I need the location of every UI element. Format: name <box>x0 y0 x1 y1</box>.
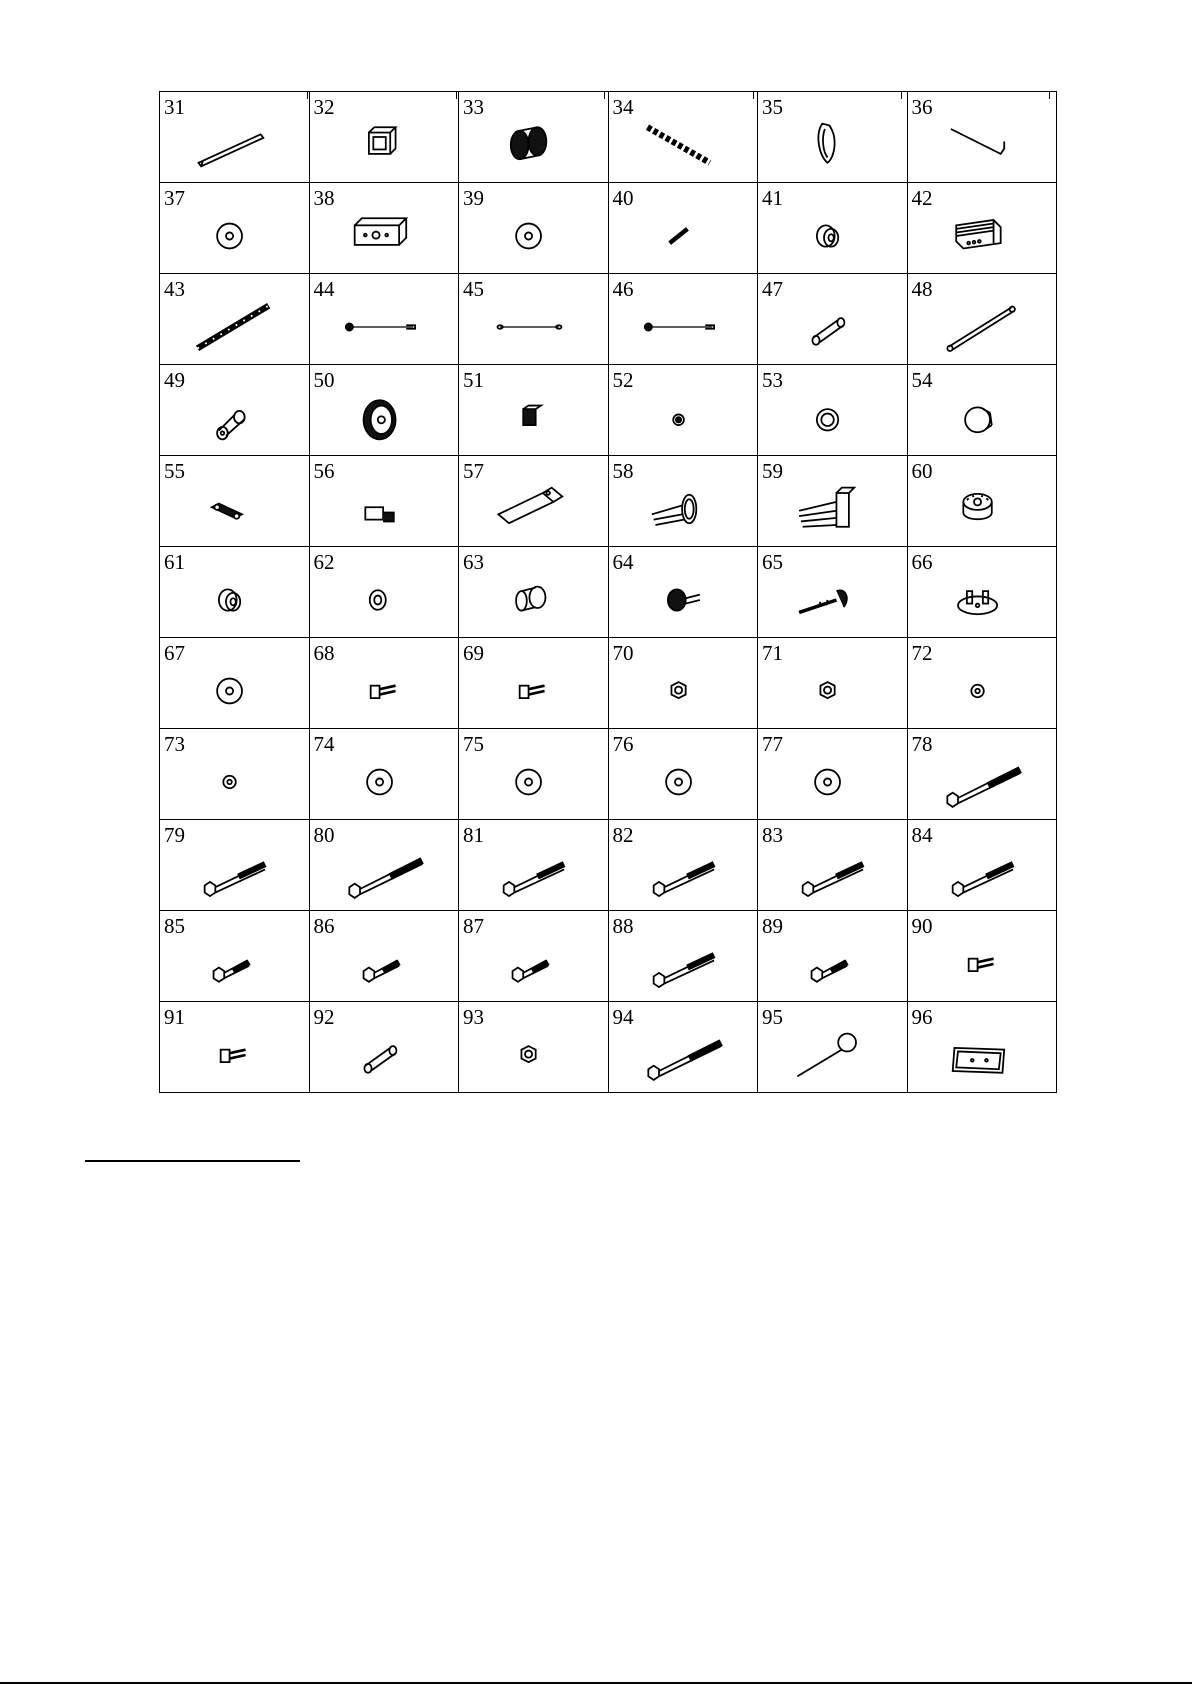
part-cell <box>160 274 310 365</box>
part-cell <box>309 183 459 274</box>
part-cell <box>459 365 609 456</box>
part-number: 59 <box>762 459 783 483</box>
part-cell <box>907 365 1057 456</box>
pin-icon <box>643 205 723 267</box>
long-bolt-icon <box>344 842 424 904</box>
part-number: 68 <box>313 641 335 665</box>
part-number: 36 <box>911 95 933 119</box>
part-number: 34 <box>612 95 634 119</box>
part-cell <box>160 365 310 456</box>
part-cell <box>758 365 908 456</box>
part-cell <box>758 911 908 1002</box>
part-cell <box>459 820 609 911</box>
washer-icon <box>344 751 424 813</box>
part-cell <box>309 365 459 456</box>
foot-cap-icon <box>942 478 1022 540</box>
part-number: 77 <box>762 732 783 756</box>
chain-icon <box>643 114 723 176</box>
part-number: 78 <box>911 732 933 756</box>
part-number: 55 <box>164 459 185 483</box>
part-cell <box>160 911 310 1002</box>
parts-row <box>160 274 1057 365</box>
part-number: 47 <box>762 277 783 301</box>
part-cell <box>907 911 1057 1002</box>
bushing-icon <box>344 569 424 631</box>
part-number: 50 <box>313 368 335 392</box>
part-number: 69 <box>463 641 484 665</box>
clip-icon <box>493 387 573 449</box>
washer-icon <box>493 751 573 813</box>
part-number: 46 <box>612 277 634 301</box>
parts-row <box>160 547 1057 638</box>
part-cell <box>907 183 1057 274</box>
part-number: 83 <box>762 823 783 847</box>
part-number: 58 <box>612 459 634 483</box>
washer-icon <box>194 205 274 267</box>
part-number: 42 <box>911 186 933 210</box>
part-cell <box>160 456 310 547</box>
part-number: 75 <box>463 732 484 756</box>
part-number: 70 <box>612 641 634 665</box>
hex-key-icon <box>942 114 1022 176</box>
part-cell <box>608 820 758 911</box>
part-cell <box>758 638 908 729</box>
cable-icon <box>493 296 573 358</box>
end-cap-icon <box>942 387 1022 449</box>
part-cell <box>459 183 609 274</box>
part-cell <box>758 820 908 911</box>
washer-icon <box>194 660 274 722</box>
small-nut-icon <box>643 387 723 449</box>
part-number: 40 <box>612 186 634 210</box>
part-cell <box>907 729 1057 820</box>
short-screw-icon <box>493 660 573 722</box>
part-cell <box>758 547 908 638</box>
part-cell <box>907 547 1057 638</box>
part-number: 90 <box>911 914 933 938</box>
short-bolt-icon <box>493 933 573 995</box>
part-number: 96 <box>911 1005 933 1029</box>
short-screw-icon <box>942 933 1022 995</box>
pulley-icon <box>344 387 424 449</box>
part-cell <box>459 1002 609 1093</box>
part-cell <box>608 183 758 274</box>
long-bolt-icon <box>643 1024 723 1086</box>
part-number: 89 <box>762 914 783 938</box>
part-number: 60 <box>911 459 933 483</box>
short-bolt-icon <box>344 933 424 995</box>
part-number: 87 <box>463 914 484 938</box>
part-number: 52 <box>612 368 634 392</box>
cable-with-stop-icon <box>344 296 424 358</box>
part-number: 35 <box>762 95 783 119</box>
part-number: 66 <box>911 550 933 574</box>
washer-icon <box>643 751 723 813</box>
part-cell <box>907 456 1057 547</box>
block-icon <box>344 205 424 267</box>
carabiner-icon <box>792 114 872 176</box>
long-bolt-icon <box>942 751 1022 813</box>
part-number: 61 <box>164 550 185 574</box>
part-number: 85 <box>164 914 185 938</box>
part-cell <box>907 820 1057 911</box>
part-number: 88 <box>612 914 634 938</box>
bolt-icon <box>493 842 573 904</box>
flange-bushing-icon <box>792 205 872 267</box>
part-number: 45 <box>463 277 484 301</box>
part-cell <box>309 274 459 365</box>
part-cell <box>758 92 908 183</box>
pull-pin-icon <box>792 569 872 631</box>
part-number: 38 <box>313 186 335 210</box>
part-number: 76 <box>612 732 634 756</box>
part-number: 41 <box>762 186 783 210</box>
plate-with-studs-icon <box>942 569 1022 631</box>
square-insert-icon <box>792 478 872 540</box>
knob-bolt-icon <box>643 569 723 631</box>
part-cell <box>758 729 908 820</box>
flange-bushing-icon <box>194 569 274 631</box>
spacer-tube-icon <box>194 387 274 449</box>
part-cell <box>758 183 908 274</box>
sleeve-bushing-icon <box>493 569 573 631</box>
part-cell <box>309 911 459 1002</box>
lock-nut-icon <box>643 660 723 722</box>
part-number: 33 <box>463 95 484 119</box>
part-number: 81 <box>463 823 484 847</box>
part-cell <box>459 638 609 729</box>
small-washer-icon <box>942 660 1022 722</box>
link-plate-icon <box>194 478 274 540</box>
part-cell <box>907 274 1057 365</box>
part-number: 53 <box>762 368 783 392</box>
part-cell <box>160 820 310 911</box>
part-number: 39 <box>463 186 484 210</box>
bolt-icon <box>643 933 723 995</box>
parts-row <box>160 456 1057 547</box>
bolt-icon <box>942 842 1022 904</box>
part-number: 51 <box>463 368 484 392</box>
short-bolt-icon <box>792 933 872 995</box>
part-cell <box>608 1002 758 1093</box>
ring-icon <box>792 387 872 449</box>
parts-row <box>160 820 1057 911</box>
part-cell <box>459 92 609 183</box>
part-number: 95 <box>762 1005 783 1029</box>
short-screw-icon <box>344 660 424 722</box>
parts-row <box>160 365 1057 456</box>
part-number: 48 <box>911 277 933 301</box>
rubber-pad-icon <box>942 1024 1022 1086</box>
parts-row <box>160 92 1057 183</box>
part-number: 94 <box>612 1005 634 1029</box>
parts-row <box>160 638 1057 729</box>
handle-sleeve-icon <box>493 478 573 540</box>
part-cell <box>758 274 908 365</box>
page-bottom-rule <box>0 1682 1192 1684</box>
part-cell <box>608 92 758 183</box>
part-cell <box>309 456 459 547</box>
part-number: 31 <box>164 95 185 119</box>
part-cell <box>309 820 459 911</box>
part-number: 37 <box>164 186 185 210</box>
small-washer-icon <box>194 751 274 813</box>
parts-row <box>160 183 1057 274</box>
part-cell <box>907 92 1057 183</box>
part-number: 71 <box>762 641 783 665</box>
part-number: 64 <box>612 550 634 574</box>
part-number: 82 <box>612 823 634 847</box>
part-cell <box>907 1002 1057 1093</box>
part-cell <box>459 274 609 365</box>
part-cell <box>608 911 758 1002</box>
part-number: 49 <box>164 368 185 392</box>
washer-icon <box>493 205 573 267</box>
part-number: 63 <box>463 550 484 574</box>
part-number: 92 <box>313 1005 335 1029</box>
part-cell <box>160 547 310 638</box>
part-number: 80 <box>313 823 335 847</box>
part-number: 57 <box>463 459 484 483</box>
part-cell <box>459 911 609 1002</box>
part-number: 79 <box>164 823 185 847</box>
part-cell <box>309 92 459 183</box>
washer-icon <box>792 751 872 813</box>
part-cell <box>608 729 758 820</box>
lock-nut-icon <box>792 660 872 722</box>
part-cell <box>309 1002 459 1093</box>
perforated-tube-icon <box>194 296 274 358</box>
part-cell <box>608 638 758 729</box>
part-cell <box>160 1002 310 1093</box>
long-tube-icon <box>942 296 1022 358</box>
part-cell <box>309 638 459 729</box>
part-cell <box>459 729 609 820</box>
part-cell <box>160 183 310 274</box>
part-number: 65 <box>762 550 783 574</box>
tube-icon <box>344 1024 424 1086</box>
knob-roller-icon <box>493 114 573 176</box>
cable-with-stop-icon <box>643 296 723 358</box>
part-number: 73 <box>164 732 185 756</box>
parts-row <box>160 1002 1057 1093</box>
part-cell <box>459 456 609 547</box>
part-cell <box>608 456 758 547</box>
part-number: 93 <box>463 1005 484 1029</box>
short-bolt-icon <box>194 933 274 995</box>
part-cell <box>459 547 609 638</box>
parts-row <box>160 911 1057 1002</box>
tube-insert-icon <box>643 478 723 540</box>
bolt-icon <box>643 842 723 904</box>
tube-icon <box>792 296 872 358</box>
angle-strip-icon <box>194 114 274 176</box>
part-number: 86 <box>313 914 335 938</box>
part-cell <box>907 638 1057 729</box>
quick-pin-icon <box>792 1024 872 1086</box>
lock-nut-icon <box>493 1024 573 1086</box>
part-cell <box>608 365 758 456</box>
part-number: 56 <box>313 459 335 483</box>
part-number: 43 <box>164 277 185 301</box>
part-number: 44 <box>313 277 335 301</box>
part-cell <box>309 729 459 820</box>
parts-row <box>160 729 1057 820</box>
part-number: 32 <box>313 95 335 119</box>
part-number: 67 <box>164 641 185 665</box>
part-number: 84 <box>911 823 933 847</box>
part-number: 62 <box>313 550 335 574</box>
part-cell <box>758 456 908 547</box>
part-cell <box>758 1002 908 1093</box>
bolt-icon <box>194 842 274 904</box>
short-screw-icon <box>194 1024 274 1086</box>
bracket-icon <box>344 478 424 540</box>
part-cell <box>608 547 758 638</box>
bolt-icon <box>792 842 872 904</box>
part-cell <box>608 274 758 365</box>
parts-grid <box>159 91 1057 1093</box>
part-number: 74 <box>313 732 335 756</box>
part-cell <box>309 547 459 638</box>
part-cell <box>160 92 310 183</box>
part-number: 54 <box>911 368 933 392</box>
part-cell <box>160 638 310 729</box>
part-number: 91 <box>164 1005 185 1029</box>
square-sleeve-icon <box>344 114 424 176</box>
weight-stack-icon <box>942 205 1022 267</box>
part-number: 72 <box>911 641 933 665</box>
footnote-rule <box>85 1160 300 1162</box>
part-cell <box>160 729 310 820</box>
